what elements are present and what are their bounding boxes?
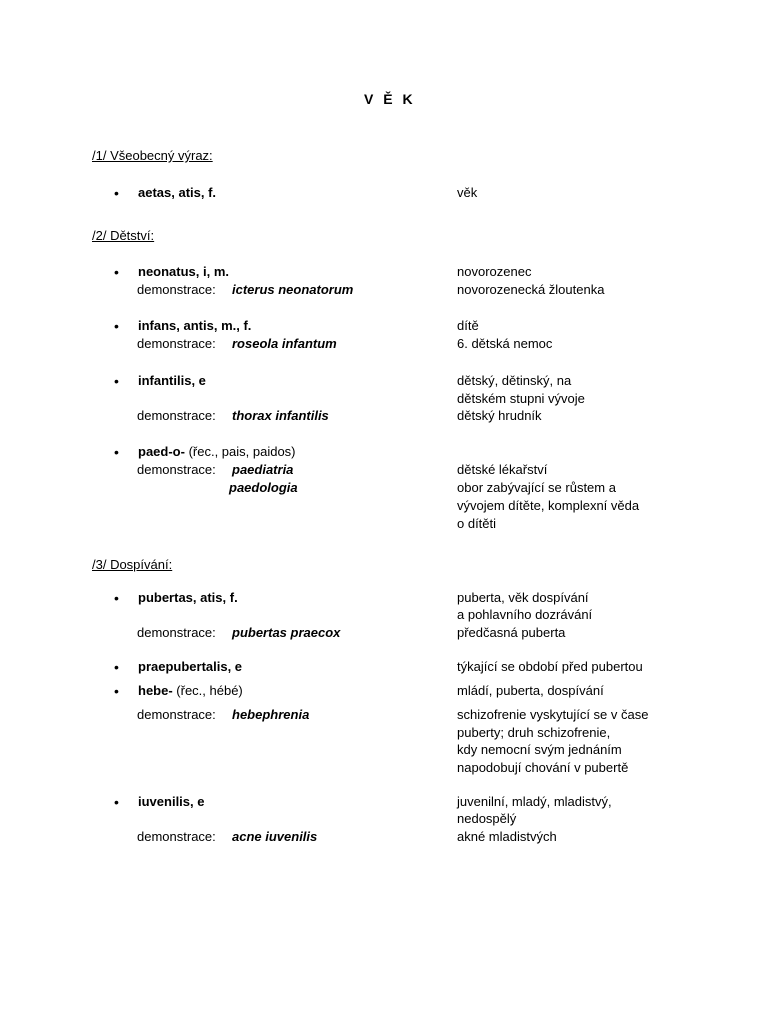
demo-meaning-line: napodobují chování v pubertě (457, 760, 629, 775)
demo-example: pubertas praecox (232, 625, 341, 640)
demo-label: demonstrace: (137, 707, 216, 722)
section-heading: /1/ Všeobecný výraz: (92, 148, 213, 163)
term: hebe- (138, 683, 173, 698)
demo-example: icterus neonatorum (232, 282, 354, 297)
demo-meaning: akné mladistvých (457, 829, 557, 844)
demo-meaning: dětský hrudník (457, 408, 542, 423)
demo-meaning-line: vývojem dítěte, komplexní věda (457, 498, 640, 513)
demo-meaning-line: puberty; druh schizofrenie, (457, 725, 611, 740)
term: paed-o- (138, 444, 185, 459)
term: iuvenilis, e (138, 794, 205, 809)
demo-label: demonstrace: (137, 829, 216, 844)
demo-label: demonstrace: (137, 625, 216, 640)
meaning: dítě (457, 318, 479, 333)
demo-example: paediatria (232, 462, 294, 477)
meaning-line: a pohlavního dozrávání (457, 607, 593, 622)
demo-meaning-line: kdy nemocní svým jednáním (457, 742, 622, 757)
demo-meaning: novorozenecká žloutenka (457, 282, 605, 297)
bullet-icon: • (114, 264, 119, 280)
demo-example: acne iuvenilis (232, 829, 318, 844)
demo-label: demonstrace: (137, 282, 216, 297)
bullet-icon: • (114, 318, 119, 334)
meaning-line: dětském stupni vývoje (457, 391, 585, 406)
bullet-icon: • (114, 590, 119, 606)
bullet-icon: • (114, 659, 119, 675)
section-heading: /3/ Dospívání: (92, 557, 173, 572)
meaning: věk (457, 185, 478, 200)
term: praepubertalis, e (138, 659, 243, 674)
demo-example: roseola infantum (232, 336, 337, 351)
meaning-line: juvenilní, mladý, mladistvý, (457, 794, 612, 809)
demo-label: demonstrace: (137, 408, 216, 423)
meaning-line: nedospělý (457, 811, 517, 826)
demo-label: demonstrace: (137, 462, 216, 477)
bullet-icon: • (114, 683, 119, 699)
term: infantilis, e (138, 373, 206, 388)
demo-meaning-line: obor zabývající se růstem a (457, 480, 616, 495)
term-line (138, 443, 296, 461)
meaning-line: puberta, věk dospívání (457, 590, 589, 605)
demo-example: paedologia (229, 480, 298, 495)
meaning: novorozenec (457, 264, 532, 279)
demo-example: hebephrenia (232, 707, 310, 722)
meaning: mládí, puberta, dospívání (457, 683, 604, 698)
meaning: týkající se období před pubertou (457, 659, 643, 674)
demo-meaning: předčasná puberta (457, 625, 566, 640)
meaning-line: dětský, dětinský, na (457, 373, 572, 388)
demo-meaning: dětské lékařství (457, 462, 548, 477)
bullet-icon: • (114, 794, 119, 810)
bullet-icon: • (114, 185, 119, 201)
page-title: V Ě K (364, 91, 416, 107)
term: aetas, atis, f. (138, 185, 217, 200)
demo-meaning: 6. dětská nemoc (457, 336, 553, 351)
section-heading: /2/ Dětství: (92, 228, 155, 243)
term: neonatus, i, m. (138, 264, 230, 279)
bullet-icon: • (114, 444, 119, 460)
term-suffix: (řec., hébé) (172, 683, 243, 698)
demo-label: demonstrace: (137, 336, 216, 351)
demo-meaning-line: schizofrenie vyskytující se v čase (457, 707, 649, 722)
term-suffix: (řec., pais, paidos) (184, 444, 296, 459)
term: infans, antis, m., f. (138, 318, 252, 333)
demo-example: thorax infantilis (232, 408, 329, 423)
demo-meaning-line: o dítěti (457, 516, 497, 531)
term: pubertas, atis, f. (138, 590, 238, 605)
bullet-icon: • (114, 373, 119, 389)
term-line (138, 682, 243, 700)
